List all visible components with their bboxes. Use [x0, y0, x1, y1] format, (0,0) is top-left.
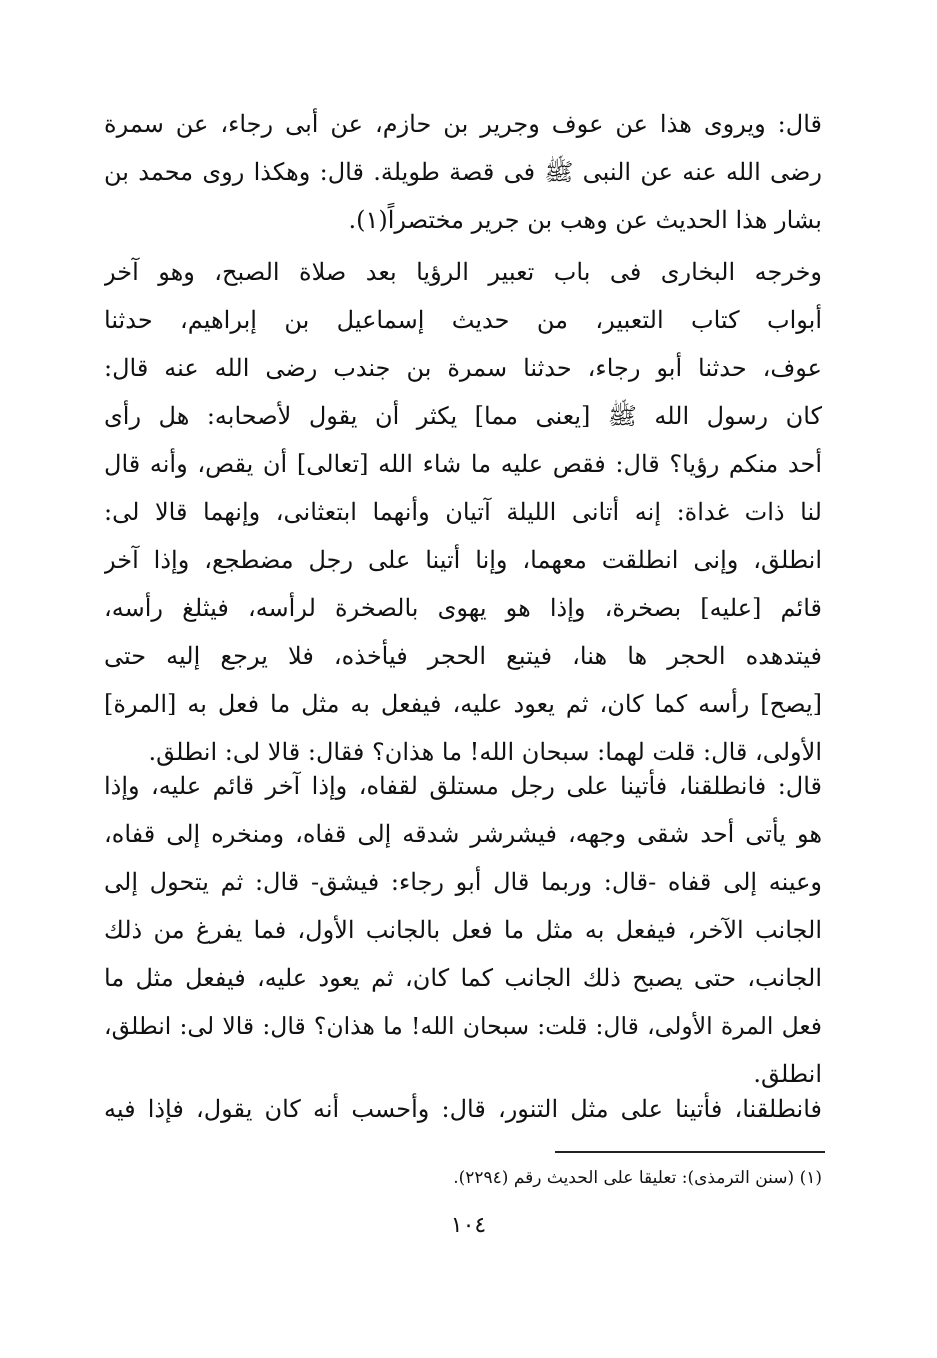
- text-line: بشار هذا الحديث عن وهب بن جرير مختصراً(١).: [348, 206, 822, 234]
- paragraph-2: [104, 248, 822, 776]
- text-line: قال: فانطلقنا، فأتينا على رجل مستلق لقفاه، وإذا آخر قائم عليه، وإذا: [104, 772, 822, 800]
- text-line: وخرجه البخارى فى باب تعبير الرؤيا بعد صلاة الصبح، وهو آخر: [104, 258, 822, 286]
- paragraph-4: [104, 1085, 822, 1133]
- paragraph-3: [104, 762, 822, 1098]
- paragraph-1: [104, 100, 822, 244]
- footnote-divider: [555, 1151, 825, 1153]
- text-line: أحد منكم رؤيا؟ قال: فقص عليه ما شاء الله [تعالى] أن يقص، وأنه قال: [104, 450, 822, 478]
- text-line: الجانب، حتى يصبح ذلك الجانب كما كان، ثم يعود عليه، فيفعل مثل ما: [104, 964, 822, 992]
- text-line: قال: ويروى هذا عن عوف وجرير بن حازم، عن أبى رجاء، عن سمرة: [104, 110, 822, 138]
- text-line: أبواب كتاب التعبير، من حديث إسماعيل بن إبراهيم، حدثنا: [104, 306, 822, 334]
- text-line: رضى الله عنه عن النبى ﷺ فى قصة طويلة. قال: وهكذا روى محمد بن: [104, 158, 822, 186]
- text-line: [يصح] رأسه كما كان، ثم يعود عليه، فيفعل به مثل ما فعل به [المرة]: [104, 690, 822, 718]
- footnote: (١) (سنن الترمذى): تعليقا على الحديث رقم (٢٢٩٤).: [453, 1168, 822, 1188]
- text-line: لنا ذات غداة: إنه أتانى الليلة آتيان وأنهما ابتعثانى، وإنهما قالا لى:: [104, 498, 822, 526]
- text-line: قائم [عليه] بصخرة، وإذا هو يهوى بالصخرة لرأسه، فيثلغ رأسه،: [104, 594, 822, 622]
- text-line: فعل المرة الأولى، قال: قلت: سبحان الله! ما هذان؟ قال: قالا لى: انطلق،: [104, 1012, 822, 1040]
- text-line: انطلق، وإنى انطلقت معهما، وإنا أتينا على رجل مضطجع، وإذا آخر: [104, 546, 822, 574]
- text-line: كان رسول الله ﷺ [يعنى مما] يكثر أن يقول لأصحابه: هل رأى: [104, 402, 822, 430]
- text-line: الجانب الآخر، فيفعل به مثل ما فعل بالجانب الأول، فما يفرغ من ذلك: [104, 916, 822, 944]
- text-line: هو يأتى أحد شقى وجهه، فيشرشر شدقه إلى قفاه، ومنخره إلى قفاه،: [104, 820, 822, 848]
- text-line: وعينه إلى قفاه -قال: وربما قال أبو رجاء: فيشق- قال: ثم يتحول إلى: [104, 868, 822, 896]
- page-number: ١٠٤: [450, 1213, 487, 1238]
- text-line: الأولى، قال: قلت لهما: سبحان الله! ما هذان؟ فقال: قالا لى: انطلق.: [148, 738, 822, 766]
- text-line: عوف، حدثنا أبو رجاء، حدثنا سمرة بن جندب رضى الله عنه قال:: [104, 354, 822, 382]
- text-line: انطلق.: [753, 1060, 822, 1088]
- text-line: فانطلقنا، فأتينا على مثل التنور، قال: وأحسب أنه كان يقول، فإذا فيه: [104, 1095, 822, 1123]
- text-line: فيتدهده الحجر ها هنا، فيتبع الحجر فيأخذه، فلا يرجع إليه حتى: [104, 642, 822, 670]
